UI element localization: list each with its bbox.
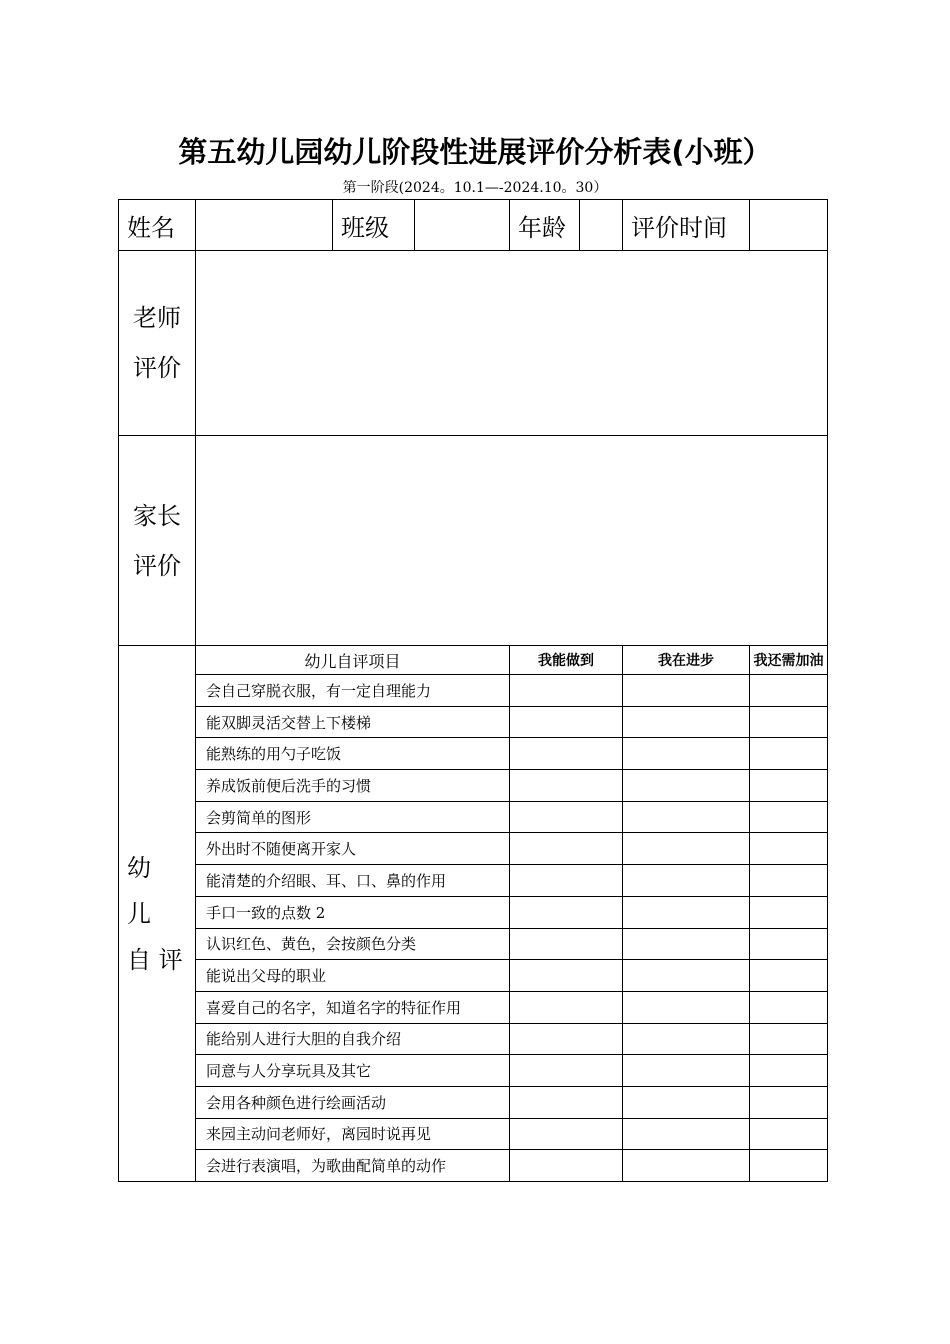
need-effort-cell[interactable]: [750, 1118, 828, 1150]
can-do-cell[interactable]: [510, 833, 623, 865]
parent-eval-label: [119, 436, 196, 646]
teacher-eval-field[interactable]: [196, 251, 828, 436]
can-do-cell[interactable]: [510, 706, 623, 738]
self-eval-item: 能双脚灵活交替上下楼梯: [196, 706, 510, 738]
improving-cell[interactable]: [623, 833, 750, 865]
can-do-cell[interactable]: [510, 865, 623, 897]
can-do-cell[interactable]: [510, 801, 623, 833]
improving-cell[interactable]: [623, 1023, 750, 1055]
need-effort-cell[interactable]: [750, 1023, 828, 1055]
can-do-cell[interactable]: [510, 960, 623, 992]
table-row: [119, 1023, 828, 1055]
need-effort-header: 我还需加油: [750, 646, 828, 675]
can-do-cell[interactable]: [510, 675, 623, 707]
stage-subtitle: 第一阶段(2024。10.1—-2024.10。30）: [342, 180, 608, 196]
improving-cell[interactable]: [623, 991, 750, 1023]
self-eval-item: 养成饭前便后洗手的习惯: [196, 770, 510, 802]
need-effort-cell[interactable]: [750, 865, 828, 897]
table-row: [119, 1086, 828, 1118]
table-row: [119, 738, 828, 770]
improving-cell[interactable]: [623, 706, 750, 738]
need-effort-cell[interactable]: [750, 1150, 828, 1182]
header-row: [119, 200, 828, 251]
teacher-eval-label: [119, 251, 196, 436]
can-do-cell[interactable]: [510, 738, 623, 770]
self-eval-item: 会自己穿脱衣服，有一定自理能力: [196, 675, 510, 707]
name-label: 姓名: [119, 200, 196, 251]
self-eval-label-line1: 幼: [127, 853, 151, 882]
improving-cell[interactable]: [623, 928, 750, 960]
table-row: [119, 1118, 828, 1150]
can-do-cell[interactable]: [510, 991, 623, 1023]
table-row: [119, 1150, 828, 1182]
need-effort-cell[interactable]: [750, 960, 828, 992]
table-row: [119, 675, 828, 707]
can-do-cell[interactable]: [510, 1055, 623, 1087]
self-eval-item: 同意与人分享玩具及其它: [196, 1055, 510, 1087]
improving-cell[interactable]: [623, 865, 750, 897]
teacher-eval-label-line1: 老师: [133, 304, 181, 332]
self-eval-items-header: 幼儿自评项目: [196, 646, 510, 675]
self-eval-item: 能给别人进行大胆的自我介绍: [196, 1023, 510, 1055]
self-eval-item: 能说出父母的职业: [196, 960, 510, 992]
self-eval-item: 手口一致的点数 2: [196, 896, 510, 928]
can-do-cell[interactable]: [510, 770, 623, 802]
parent-eval-field[interactable]: [196, 436, 828, 646]
improving-cell[interactable]: [623, 1086, 750, 1118]
teacher-eval-label-line2: 评价: [133, 354, 181, 382]
self-eval-item: 会进行表演唱，为歌曲配简单的动作: [196, 1150, 510, 1182]
table-row: [119, 1055, 828, 1087]
parent-eval-row: [119, 436, 828, 646]
improving-cell[interactable]: [623, 738, 750, 770]
class-field[interactable]: [415, 200, 510, 251]
self-eval-item: 会用各种颜色进行绘画活动: [196, 1086, 510, 1118]
need-effort-cell[interactable]: [750, 706, 828, 738]
age-label: 年龄: [510, 200, 580, 251]
self-eval-header-row: [119, 646, 828, 675]
teacher-eval-row: [119, 251, 828, 436]
table-row: [119, 706, 828, 738]
need-effort-cell[interactable]: [750, 1055, 828, 1087]
page-title: 第五幼儿园幼儿阶段性进展评价分析表(小班）: [178, 135, 772, 169]
self-eval-item: 能清楚的介绍眼、耳、口、鼻的作用: [196, 865, 510, 897]
class-label: 班级: [333, 200, 415, 251]
improving-cell[interactable]: [623, 960, 750, 992]
table-row: [119, 865, 828, 897]
can-do-cell[interactable]: [510, 928, 623, 960]
need-effort-cell[interactable]: [750, 770, 828, 802]
self-eval-item: 会剪简单的图形: [196, 801, 510, 833]
improving-cell[interactable]: [623, 675, 750, 707]
can-do-cell[interactable]: [510, 1150, 623, 1182]
evaluation-table: [118, 199, 828, 1182]
parent-eval-label-line2: 评价: [133, 551, 181, 580]
improving-cell[interactable]: [623, 1118, 750, 1150]
can-do-cell[interactable]: [510, 1086, 623, 1118]
name-field[interactable]: [196, 200, 333, 251]
need-effort-cell[interactable]: [750, 738, 828, 770]
eval-time-label: 评价时间: [623, 200, 750, 251]
can-do-cell[interactable]: [510, 896, 623, 928]
need-effort-cell[interactable]: [750, 896, 828, 928]
self-eval-item: 认识红色、黄色，会按颜色分类: [196, 928, 510, 960]
need-effort-cell[interactable]: [750, 833, 828, 865]
table-row: [119, 928, 828, 960]
improving-cell[interactable]: [623, 1055, 750, 1087]
table-row: [119, 833, 828, 865]
improving-cell[interactable]: [623, 896, 750, 928]
can-do-cell[interactable]: [510, 1023, 623, 1055]
need-effort-cell[interactable]: [750, 801, 828, 833]
self-eval-label: [119, 646, 196, 1182]
self-eval-item: 喜爱自己的名字，知道名字的特征作用: [196, 991, 510, 1023]
improving-cell[interactable]: [623, 801, 750, 833]
need-effort-cell[interactable]: [750, 928, 828, 960]
self-eval-label-line3: 自 评: [127, 945, 183, 974]
parent-eval-label-line1: 家长: [133, 501, 181, 530]
table-row: [119, 896, 828, 928]
improving-cell[interactable]: [623, 1150, 750, 1182]
need-effort-cell[interactable]: [750, 1086, 828, 1118]
self-eval-item: 外出时不随便离开家人: [196, 833, 510, 865]
table-row: [119, 991, 828, 1023]
table-row: [119, 801, 828, 833]
need-effort-cell[interactable]: [750, 675, 828, 707]
can-do-cell[interactable]: [510, 1118, 623, 1150]
self-eval-item: 来园主动问老师好，离园时说再见: [196, 1118, 510, 1150]
self-eval-item: 能熟练的用勺子吃饭: [196, 738, 510, 770]
eval-time-field[interactable]: [750, 200, 828, 251]
improving-header: 我在进步: [623, 646, 750, 675]
need-effort-cell[interactable]: [750, 991, 828, 1023]
table-row: [119, 960, 828, 992]
self-eval-label-line2: 儿: [127, 899, 151, 928]
table-row: [119, 770, 828, 802]
age-field[interactable]: [580, 200, 623, 251]
can-do-header: 我能做到: [510, 646, 623, 675]
improving-cell[interactable]: [623, 770, 750, 802]
